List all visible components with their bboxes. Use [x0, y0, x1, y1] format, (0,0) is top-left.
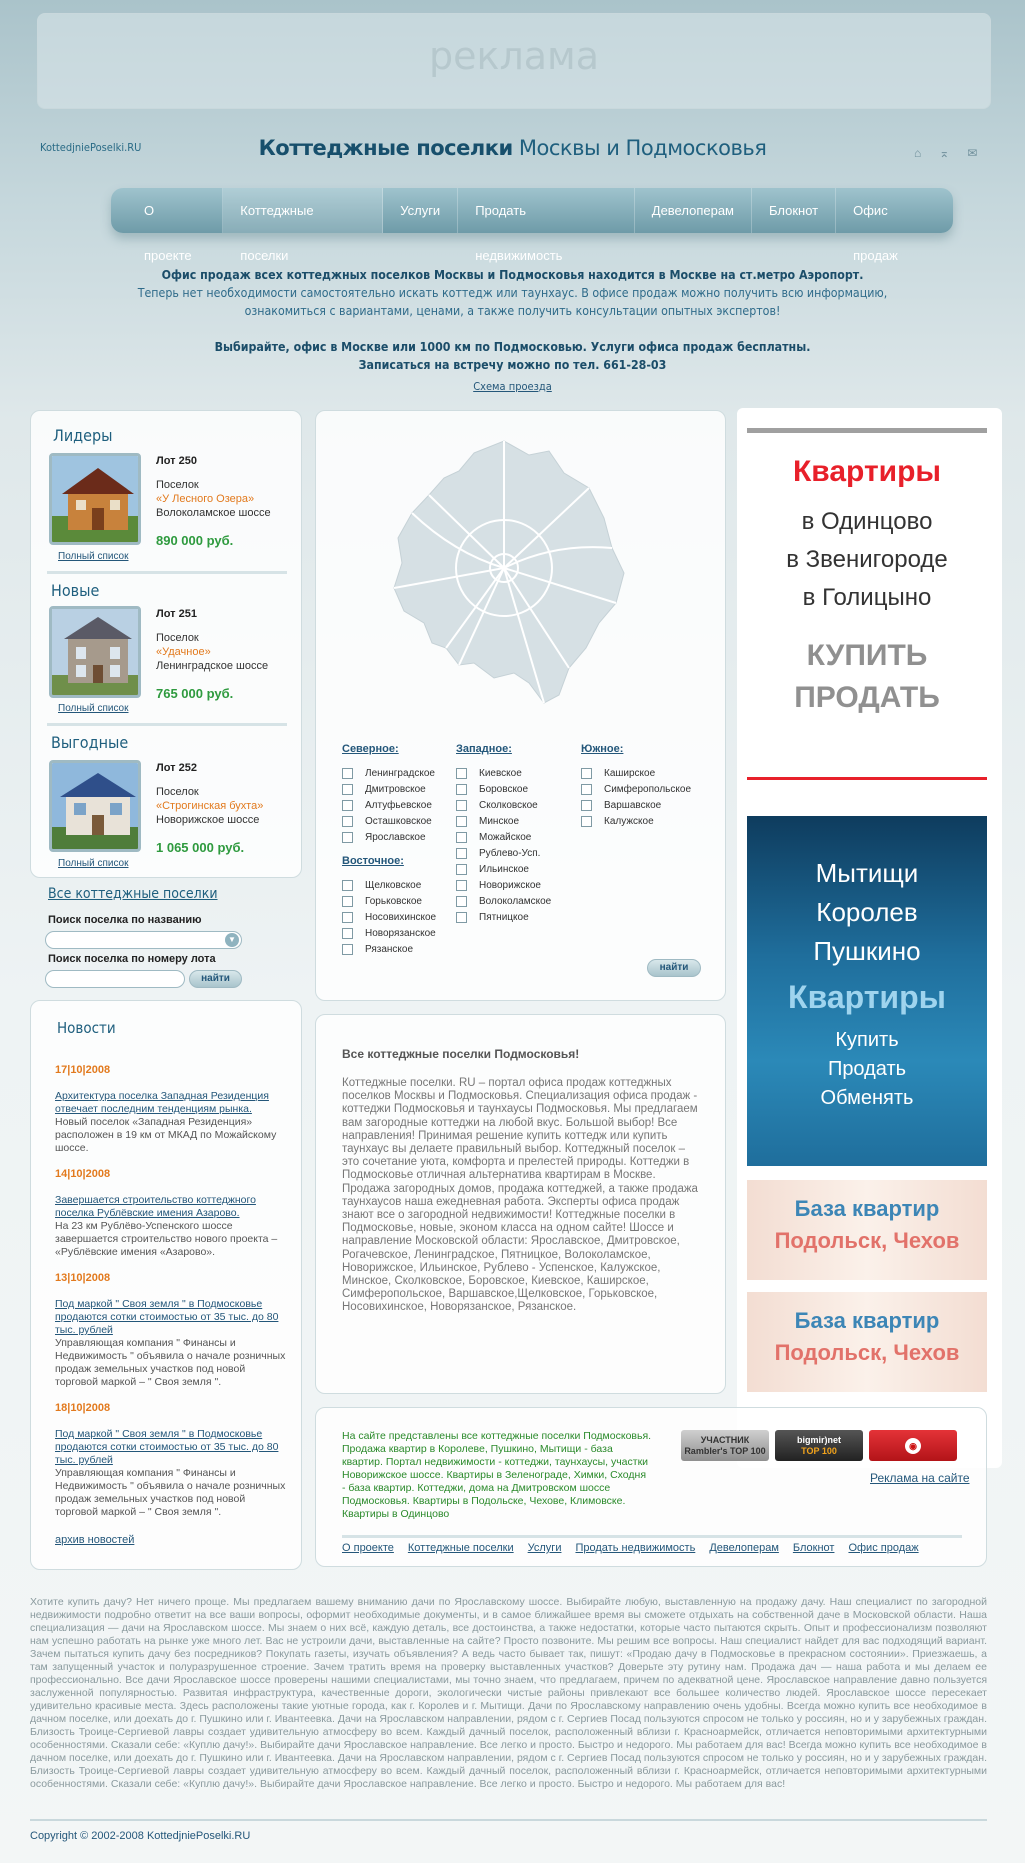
- road-option[interactable]: [342, 797, 435, 813]
- ad-odintsovo-banner[interactable]: [747, 428, 987, 780]
- road-checkbox[interactable]: [456, 880, 467, 891]
- direction-south: [581, 743, 691, 829]
- road-option[interactable]: [456, 813, 551, 829]
- road-option[interactable]: [342, 781, 435, 797]
- road-checkbox[interactable]: [456, 864, 467, 875]
- news-headline-link[interactable]: Завершается строительство коттеджного поселка Рублёвские имения Азарово.: [55, 1194, 256, 1219]
- road-option[interactable]: [581, 797, 691, 813]
- road-label: Симферопольское: [604, 783, 692, 795]
- ad-odintsovo-line: в Одинцово: [801, 508, 933, 535]
- copyright-divider: [30, 1819, 987, 1821]
- road-checkbox[interactable]: [456, 800, 467, 811]
- about-panel: [315, 1014, 726, 1394]
- intro-block: [0, 266, 1025, 396]
- road-label: Рязанское: [365, 943, 414, 955]
- road-label: Алтуфьевское: [365, 799, 432, 811]
- chevron-down-icon[interactable]: ▼: [225, 933, 239, 947]
- copyright: Copyright © 2002-2008 KottedjniePoselki.RU: [30, 1830, 251, 1842]
- lot-251-name[interactable]: «Удачное»: [156, 646, 211, 658]
- nav-item-notebook[interactable]: Блокнот: [752, 188, 836, 233]
- search-by-name-label: Поиск поселка по названию: [48, 914, 202, 926]
- road-option[interactable]: [456, 877, 551, 893]
- footer-link-about[interactable]: О проекте: [342, 1542, 394, 1554]
- road-checkbox[interactable]: [342, 880, 353, 891]
- nav-item-about[interactable]: О проекте: [127, 188, 223, 233]
- footer-link-notebook[interactable]: Блокнот: [792, 1542, 835, 1554]
- intro-line-4: Выбирайте, офис в Москве или 1000 км по Подмосковью. Услуги офиса продаж бесплатны.: [214, 340, 811, 354]
- lot-250-info: [156, 478, 271, 520]
- ad-podolsk-cities: Подольск, Чехов: [774, 1228, 960, 1253]
- road-checkbox[interactable]: [342, 800, 353, 811]
- lot-251-type: Поселок: [156, 632, 199, 644]
- direction-east-title[interactable]: Восточное:: [342, 855, 404, 867]
- about-text: Коттеджные поселки. RU – портал офиса продаж коттеджных поселков Москвы и Подмосковья. Специализация офиса продаж - коттеджи Подмосковья и таунхаусы Подмосковья. Мы предлагаем вам загородные коттеджи на любой вкус. Большой выбор! Все направления! Принимая решение купить коттедж или купить таунхаус вы делаете правильный выбор. Коттеджный поселок – это сочетание уюта, комфорта и прелестей природы. Коттеджи в Подмосковье отличная альтернатива квартирам в Москве. Продажа загородных домов, продажа коттеджей, а также продажа таунхаусов наша ежедневная работа. Эксперты офиса продаж знают все о загородной недвижимости! Коттеджные поселки в Подмосковье, новые, эконом класса на одном сайте! Шоссе и направление Московской области: Ярославское, Дмитровское, Рогачевское, Ленинградское, Пятницкое, Волоколамское, Новорижское, Ильинское, Рублево - Успенское, Калужское, Минское, Сколковское, Боровское, Киевское, Каширское, Симферопольское, Варшавское,Щелковское, Горьковское, Носовихинское, Новорязанское, Рязанское.: [342, 1077, 698, 1314]
- section-profitable-title: Выгодные: [51, 733, 129, 752]
- intro-line-1: Офис продаж всех коттеджных поселков Москвы и Подмосковья находится в Москве на ст.метро Аэропорт.: [161, 268, 864, 282]
- lots-sidebar: [30, 410, 302, 878]
- road-checkbox[interactable]: [456, 848, 467, 859]
- road-checkbox[interactable]: [342, 944, 353, 955]
- ad-podolsk-title: База квартир: [794, 1196, 940, 1221]
- road-label: Дмитровское: [365, 783, 426, 795]
- direction-west-title[interactable]: Западное:: [456, 743, 512, 755]
- road-checkbox[interactable]: [456, 816, 467, 827]
- intro-line-2: Теперь нет необходимости самостоятельно искать коттедж или таунхаус. В офисе продаж можно получить всю информацию,: [137, 286, 888, 300]
- seo-text: Хотите купить дачу? Нет ничего проще. Мы предлагаем вашему вниманию дачи по Ярославскому шоссе. Выбирайте любую, выставленную на продажу дачу. Наш специалист по загородной недвижимости подробно ответит на все ваши вопросы, оформит необходимые документы, и в самое ближайшее время вы сможете отдыхать на собственной даче в Московской области. Наша специализация — дачи на Ярославском шоссе. Мы знаем о них всё, каждую деталь, все достоинства, а также недостатки, которые часто пытаются скрыть. Опыт и профессионализм позволяют нам успешно работать на рынке уже много лет. Вас не устроили дачи, выставленные на сайте? Просто позвоните. Мы решим все вопросы. Наш специалист найдет для вас подходящий вариант. Зачем пытаться купить дачу без посредников? Покупать газеты, изучать объявления? А ведь часто бывает так, пишут: «Продаю дачу в Подмосковье в прекрасном состоянии». Приезжаешь, а там запущенный участок и полуразрушенное строение. Зачем тратить время на проверку выставленных участков? Доверьте эту рутину нам. Продажа дач — наша работа и мы делаем ее профессионально. Все дачи Ярославское шоссе проверены нашими специалистами, мы точно знаем, что предлагаем, причем по адекватной цене. Ярославское направление давно пользуется заслуженной популярностью. Развитая инфраструктура, качественные дороги, экологически чистые районы привлекают все большее количество людей. Ярославское шоссе пересекает удивительно красивые места. Здесь расположены такие уютные города, как г. Королев и г. Мытищи. Дачи по Ярославскому направлению очень удобны. Всегда можно купить все необходимое в дачном поселке, или доехать до г. Пушкино или г. Ивантеевка. Дачи на Ярославском направлении, рядом с г. Сергиев Посад пользуются спросом не только у россиян, но и у зарубежных граждан. Близость Троице-Сергиевой лавры создает удивительную атмосферу во всем. Каждый дачный поселок, расположенный вблизи г. Красноармейск, отличается неповторимыми архитектурными особенностями. Сказали себе: «Куплю дачу!». Выбирайте дачи Ярославское направление. Все легко и просто. Быстро и недорого. Мы работаем для вас! Всегда можно купить все необходимое в дачном поселке, или доехать до г. Пушкино или г. Ивантеевка. Дачи на Ярославском направлении, рядом с г. Сергиев Посад пользуются спросом не только у россиян, но и у зарубежных граждан. Близость Троице-Сергиевой лавры создает удивительную атмосферу во всем. Каждый дачный поселок, расположенный вблизи г. Красноармейск, отличается неповторимыми архитектурными особенностями. Сказали себе: «Куплю дачу!». Выбирайте дачи Ярославское направление. Все легко и просто. Быстро и недорого. Мы работаем для вас!: [30, 1596, 987, 1790]
- leaders-full-list-link[interactable]: Полный список: [58, 551, 129, 562]
- road-option[interactable]: [456, 909, 551, 925]
- ad-odintsovo-line: в Звенигороде: [786, 546, 948, 573]
- lot-250-number[interactable]: Лот 250: [156, 455, 197, 467]
- search-find-button[interactable]: найти: [189, 970, 242, 988]
- scheme-link[interactable]: Схема проезда: [473, 380, 552, 393]
- road-checkbox[interactable]: [456, 768, 467, 779]
- rambler-counter[interactable]: [681, 1430, 769, 1461]
- top-ad-text: реклама: [429, 34, 599, 78]
- road-label: Сколковское: [479, 799, 538, 811]
- ad-mytishchi-action: Обменять: [820, 1087, 914, 1109]
- map-find-button[interactable]: найти: [647, 959, 701, 977]
- home-icon[interactable]: ⌂: [914, 146, 922, 160]
- news-date: 18|10|2008: [55, 1402, 111, 1414]
- road-option[interactable]: [456, 893, 551, 909]
- nav-item-services[interactable]: Услуги: [383, 188, 458, 233]
- road-label: Новорижское: [479, 879, 541, 891]
- road-checkbox[interactable]: [342, 896, 353, 907]
- lot-251-number[interactable]: Лот 251: [156, 608, 197, 620]
- road-label: Ярославское: [365, 831, 426, 843]
- road-option[interactable]: [342, 925, 436, 941]
- road-checkbox[interactable]: [456, 832, 467, 843]
- road-label: Рублево-Усп.: [479, 847, 541, 859]
- news-date: 17|10|2008: [55, 1064, 111, 1076]
- road-label: Ленинградское: [365, 767, 435, 779]
- lot-252-number[interactable]: Лот 252: [156, 762, 197, 774]
- news-summary: Управляющая компания " Финансы и Недвижимость " объявила о начале розничных продаж земельных участков под новой торговой маркой – " Своя земля ".: [55, 1467, 286, 1518]
- news-title: Новости: [57, 1019, 116, 1037]
- nav-item-office[interactable]: Офис продаж: [853, 203, 898, 263]
- road-option[interactable]: [342, 941, 436, 957]
- lot-252-type: Поселок: [156, 786, 199, 798]
- footer-link-sell[interactable]: Продать недвижимость: [575, 1542, 696, 1554]
- road-label: Каширское: [604, 767, 656, 779]
- ad-mytishchi-line: Королев: [816, 897, 918, 927]
- ads-column: [737, 408, 1002, 1468]
- ad-podolsk-banner[interactable]: [747, 1292, 987, 1392]
- news-panel: [30, 1000, 302, 1570]
- lot-252-name[interactable]: «Строгинская бухта»: [156, 800, 264, 812]
- ad-odintsovo-line: в Голицыно: [802, 584, 932, 611]
- sidebar-divider: [47, 571, 287, 574]
- lot-251-info: [156, 631, 268, 673]
- top-ad-banner[interactable]: [37, 13, 991, 109]
- lot-251-road: Ленинградское шоссе: [156, 660, 269, 672]
- footer-link-services[interactable]: Услуги: [527, 1542, 562, 1554]
- road-option[interactable]: [456, 861, 551, 877]
- road-option[interactable]: [342, 765, 435, 781]
- lot-250-road: Волоколамское шоссе: [156, 507, 271, 519]
- lot-252-road: Новорижское шоссе: [156, 814, 260, 826]
- road-label: Волоколамское: [479, 895, 552, 907]
- news-headline-link[interactable]: Под маркой " Своя земля " в Подмосковье продаются сотки стоимостью от 35 тыс. до 80 тыс. рублей: [55, 1428, 279, 1466]
- road-option[interactable]: [456, 781, 551, 797]
- site-title-rest: Москвы и Подмосковья: [518, 136, 767, 160]
- news-headline-link[interactable]: Под маркой " Своя земля " в Подмосковье продаются сотки стоимостью от 35 тыс. до 80 тыс. рублей: [55, 1298, 279, 1336]
- advertise-link[interactable]: Реклама на сайте: [870, 1471, 970, 1485]
- news-date: 14|10|2008: [55, 1168, 111, 1180]
- road-label: Ильинское: [479, 863, 529, 875]
- nav-item-sell[interactable]: Продать недвижимость: [458, 188, 635, 233]
- ad-mytishchi-action: Купить: [835, 1029, 899, 1051]
- news-headline-link[interactable]: Архитектура поселка Западная Резиденция отвечает последним тенденциям рынка.: [55, 1090, 269, 1115]
- search-by-lot-input[interactable]: [45, 970, 185, 988]
- road-label: Можайское: [479, 831, 532, 843]
- footer-divider: [342, 1535, 962, 1538]
- lot-252-price: 1 065 000 руб.: [156, 840, 245, 855]
- section-leaders-title: Лидеры: [53, 426, 113, 445]
- ad-mytishchi-line: Мытищи: [815, 858, 919, 888]
- road-checkbox[interactable]: [581, 816, 592, 827]
- all-cottages-link[interactable]: Все коттеджные поселки: [48, 886, 218, 902]
- direction-north: [342, 743, 435, 845]
- direction-west: [456, 743, 551, 925]
- site-title: [0, 136, 1025, 160]
- road-option[interactable]: [342, 877, 436, 893]
- footer-link-developers[interactable]: Девелоперам: [709, 1542, 779, 1554]
- rambler-counter-top: УЧАСТНИК: [700, 1434, 750, 1445]
- road-checkbox[interactable]: [342, 928, 353, 939]
- intro-line-3: ознакомиться с вариантами, ценами, а также получить консультации опытных экспертов!: [244, 304, 781, 318]
- footer-nav: [342, 1542, 919, 1554]
- road-option[interactable]: [581, 765, 691, 781]
- profitable-full-list-link[interactable]: Полный список: [58, 858, 129, 869]
- road-checkbox[interactable]: [456, 912, 467, 923]
- ad-mytishchi-title: Квартиры: [788, 979, 946, 1015]
- nav-item-developers[interactable]: Девелоперам: [635, 188, 752, 233]
- news-summary: Управляющая компания " Финансы и Недвижимость " объявила о начале розничных продаж земельных участков под новой торговой маркой – " Своя земля ".: [55, 1337, 286, 1388]
- nav-item-cottages[interactable]: Коттеджные поселки: [223, 188, 383, 233]
- ad-odintsovo-title: Квартиры: [792, 455, 942, 488]
- road-label: Носовихинское: [365, 911, 437, 923]
- moscow-region-map[interactable]: [354, 433, 654, 713]
- road-label: Горьковское: [365, 895, 422, 907]
- road-option[interactable]: [456, 829, 551, 845]
- lot-250-photo[interactable]: [49, 453, 141, 545]
- road-label: Киевское: [479, 767, 522, 779]
- road-option[interactable]: [342, 893, 436, 909]
- lot-252-photo[interactable]: [49, 760, 141, 852]
- road-option[interactable]: [456, 845, 551, 861]
- road-option[interactable]: [342, 813, 435, 829]
- footer-link-cottages[interactable]: Коттеджные поселки: [407, 1542, 514, 1554]
- news-summary: Новый поселок «Западная Резиденция» расположен в 19 км от МКАД по Можайскому шоссе.: [55, 1116, 277, 1154]
- footer-link-office[interactable]: Офис продаж: [848, 1542, 919, 1554]
- site-title-bold: Коттеджные поселки: [258, 136, 513, 160]
- road-label: Щелковское: [365, 879, 422, 891]
- about-title: Все коттеджные поселки Подмосковья!: [342, 1047, 580, 1061]
- road-checkbox[interactable]: [342, 912, 353, 923]
- road-checkbox[interactable]: [581, 800, 592, 811]
- news-date: 13|10|2008: [55, 1272, 111, 1284]
- bigmir-counter[interactable]: [775, 1430, 863, 1461]
- road-option[interactable]: [581, 813, 691, 829]
- news-summary: На 23 км Рублёво-Успенского шоссе завершается строительство нового проекта – «Рублёвские имения «Азарово».: [55, 1220, 278, 1258]
- road-label: Новорязанское: [365, 927, 436, 939]
- road-checkbox[interactable]: [342, 768, 353, 779]
- road-checkbox[interactable]: [342, 784, 353, 795]
- liveinternet-counter[interactable]: [869, 1430, 957, 1461]
- road-label: Минское: [479, 815, 520, 827]
- sitemap-icon[interactable]: ⌅: [939, 146, 950, 160]
- road-label: Варшавское: [604, 799, 662, 811]
- road-option[interactable]: [342, 909, 436, 925]
- lot-251-price: 765 000 руб.: [156, 686, 234, 701]
- counters: [681, 1430, 957, 1461]
- ad-odintsovo-sell: ПРОДАТЬ: [794, 681, 940, 714]
- bigmir-counter-top: bigmir)net: [797, 1434, 841, 1445]
- direction-south-title[interactable]: Южное:: [581, 743, 624, 755]
- road-checkbox[interactable]: [581, 784, 592, 795]
- site-logo[interactable]: KottedjniePoselki.RU: [40, 141, 142, 154]
- header-icons: [914, 146, 977, 160]
- road-checkbox[interactable]: [456, 896, 467, 907]
- direction-north-title[interactable]: Северное:: [342, 743, 399, 755]
- lot-250-name[interactable]: «У Лесного Озера»: [156, 493, 255, 505]
- ad-podolsk-title: База квартир: [794, 1308, 940, 1333]
- section-new-title: Новые: [51, 581, 100, 600]
- ad-mytishchi-action: Продать: [827, 1058, 907, 1080]
- intro-line-5: Записаться на встречу можно по тел. 661-28-03: [358, 358, 667, 372]
- lot-252-info: [156, 785, 263, 827]
- lot-250-type: Поселок: [156, 479, 199, 491]
- ad-podolsk-banner[interactable]: [747, 1180, 987, 1280]
- lot-251-photo[interactable]: [49, 606, 141, 698]
- ad-mytishchi-banner[interactable]: [747, 816, 987, 1166]
- road-checkbox[interactable]: [342, 832, 353, 843]
- rambler-counter-bottom: Rambler's TOP 100: [684, 1445, 766, 1456]
- counter-logo-icon: ◉: [905, 1438, 921, 1454]
- new-full-list-link[interactable]: Полный список: [58, 703, 129, 714]
- direction-east: [342, 855, 436, 957]
- mail-icon[interactable]: ✉: [967, 146, 978, 160]
- search-by-name-select[interactable]: [45, 931, 242, 949]
- road-option[interactable]: [456, 765, 551, 781]
- ad-podolsk-cities: Подольск, Чехов: [774, 1340, 960, 1365]
- road-option[interactable]: [342, 829, 435, 845]
- footer-description: На сайте представлены все коттеджные поселки Подмосковья. Продажа квартир в Королеве, Пушкино, Мытищи - база квартир. Портал недвижимости - коттеджи, таунхаусы, участки Новорижское шоссе. Квартиры в Зеленограде, Химки, Сходня - база квартир. Коттеджи, дома на Дмитровском шоссе Подмосковья. Квартиры в Подольске, Чехове, Климовске. Квартиры в Одинцово: [342, 1430, 652, 1520]
- road-label: Пятницкое: [479, 911, 529, 923]
- road-label: Калужское: [604, 815, 654, 827]
- road-checkbox[interactable]: [581, 768, 592, 779]
- ad-mytishchi-line: Пушкино: [813, 936, 921, 966]
- sidebar-divider: [47, 723, 287, 726]
- road-checkbox[interactable]: [456, 784, 467, 795]
- search-by-lot-label: Поиск поселка по номеру лота: [48, 953, 216, 965]
- map-panel: [315, 410, 726, 1001]
- main-nav: [111, 188, 953, 263]
- road-label: Осташковское: [365, 815, 432, 827]
- road-checkbox[interactable]: [342, 816, 353, 827]
- lot-250-price: 890 000 руб.: [156, 533, 234, 548]
- road-option[interactable]: [581, 781, 691, 797]
- footer-panel: [315, 1407, 987, 1567]
- road-label: Боровское: [479, 783, 529, 795]
- news-archive-link[interactable]: архив новостей: [55, 1534, 135, 1546]
- ad-odintsovo-buy: КУПИТЬ: [806, 639, 928, 672]
- road-option[interactable]: [456, 797, 551, 813]
- bigmir-counter-bottom: TOP 100: [801, 1445, 837, 1456]
